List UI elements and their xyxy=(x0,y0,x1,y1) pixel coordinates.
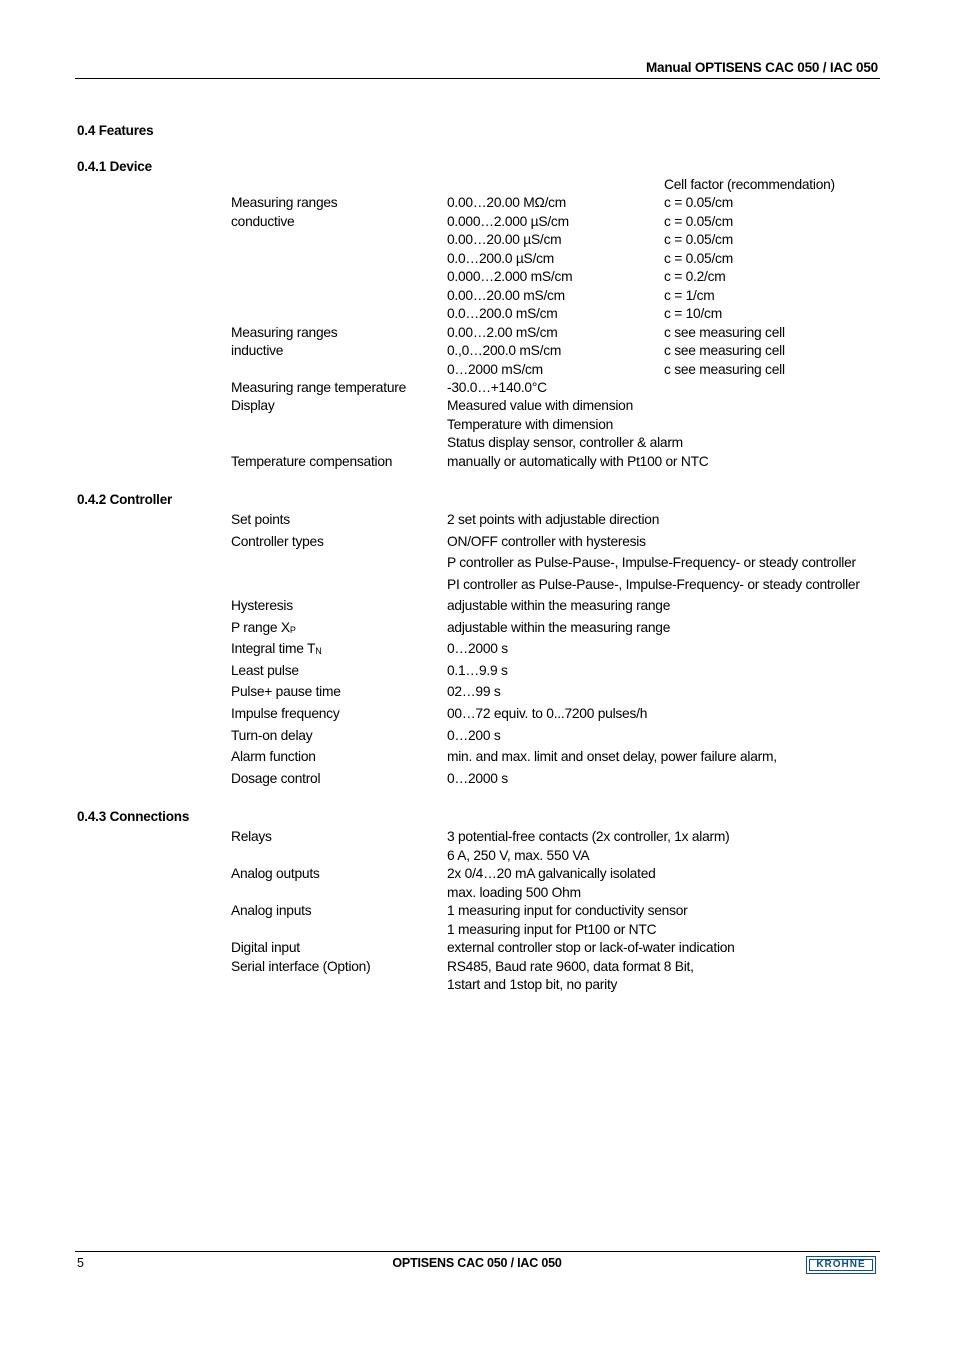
spec-value: 0…2000 s xyxy=(447,641,508,657)
spec-cell-factor: c = 1/cm xyxy=(664,287,715,303)
spec-value: Temperature with dimension xyxy=(447,416,614,432)
spec-value: 0.000…2.000 mS/cm xyxy=(447,269,573,285)
spec-value: Measured value with dimension xyxy=(447,398,634,414)
spec-value: min. and max. limit and onset delay, power failure alarm, xyxy=(447,749,777,765)
section-heading-device: 0.4.1 Device xyxy=(77,159,152,174)
spec-value: ON/OFF controller with hysteresis xyxy=(447,533,646,549)
spec-value: 0.00…2.00 mS/cm xyxy=(447,324,558,340)
spec-value: 0.0…200.0 µS/cm xyxy=(447,250,554,266)
header-divider xyxy=(75,78,880,79)
spec-value: 0.,0…200.0 mS/cm xyxy=(447,343,562,359)
spec-value: 0.1…9.9 s xyxy=(447,662,508,678)
footer-divider xyxy=(75,1251,880,1252)
spec-cell-factor: c = 10/cm xyxy=(664,306,722,322)
spec-value: manually or automatically with Pt100 or NTC xyxy=(447,453,709,469)
spec-label: Pulse+ pause time xyxy=(231,684,341,700)
section-heading-features: 0.4 Features xyxy=(77,123,154,138)
spec-label: inductive xyxy=(231,343,284,359)
spec-label: Analog inputs xyxy=(231,903,312,919)
spec-value: 0.00…20.00 µS/cm xyxy=(447,232,562,248)
spec-label: Set points xyxy=(231,512,290,527)
footer-title: OPTISENS CAC 050 / IAC 050 xyxy=(392,1256,562,1270)
spec-value: external controller stop or lack-of-water indication xyxy=(447,940,735,956)
spec-value: Status display sensor, controller & alarm xyxy=(447,435,683,451)
spec-cell-factor: c = 0.2/cm xyxy=(664,269,726,285)
spec-label: Analog outputs xyxy=(231,866,320,882)
spec-value: 1start and 1stop bit, no parity xyxy=(447,977,618,993)
spec-value: 2 set points with adjustable direction xyxy=(447,512,660,527)
spec-value: 0…2000 s xyxy=(447,770,508,786)
spec-value: -30.0…+140.0°C xyxy=(447,379,547,395)
spec-cell-factor: c = 0.05/cm xyxy=(664,213,733,229)
spec-label: Alarm function xyxy=(231,749,316,765)
spec-value: 1 measuring input for conductivity sensor xyxy=(447,903,688,919)
spec-value: adjustable within the measuring range xyxy=(447,619,671,635)
spec-label: Temperature compensation xyxy=(231,453,393,469)
section-heading-connections: 0.4.3 Connections xyxy=(77,809,190,824)
spec-value: 2x 0/4…20 mA galvanically isolated xyxy=(447,866,656,882)
spec-value: P controller as Pulse-Pause-, Impulse-Frequency- or steady controller xyxy=(447,555,856,571)
spec-label: Hysteresis xyxy=(231,598,293,614)
spec-label: Turn-on delay xyxy=(231,727,313,743)
spec-label: Least pulse xyxy=(231,662,299,678)
spec-cell-factor: Cell factor (recommendation) xyxy=(664,177,835,192)
spec-value: 00…72 equiv. to 0...7200 pulses/h xyxy=(447,705,648,721)
spec-value: 0.00…20.00 MΩ/cm xyxy=(447,195,567,211)
spec-value: 6 A, 250 V, max. 550 VA xyxy=(447,847,590,863)
spec-label: Display xyxy=(231,398,275,414)
spec-value: RS485, Baud rate 9600, data format 8 Bit, xyxy=(447,958,694,974)
spec-value: adjustable within the measuring range xyxy=(447,598,671,614)
spec-value: 02…99 s xyxy=(447,684,501,700)
header-title: Manual OPTISENS CAC 050 / IAC 050 xyxy=(646,60,878,75)
spec-label: Measuring range temperature xyxy=(231,379,407,395)
spec-cell-factor: c see measuring cell xyxy=(664,324,785,340)
spec-label-subscript: P xyxy=(289,624,296,635)
spec-value: max. loading 500 Ohm xyxy=(447,884,581,900)
spec-cell-factor: c = 0.05/cm xyxy=(664,232,733,248)
section-heading-controller: 0.4.2 Controller xyxy=(77,492,173,507)
spec-value: 0.000…2.000 µS/cm xyxy=(447,213,569,229)
spec-label: Integral time TN xyxy=(231,641,322,657)
spec-label: Digital input xyxy=(231,940,300,956)
krohne-logo-text: KROHNE xyxy=(809,1259,873,1271)
spec-label: Impulse frequency xyxy=(231,705,340,721)
spec-label: Measuring ranges xyxy=(231,324,338,340)
spec-label: Measuring ranges xyxy=(231,195,338,211)
spec-value: 0…200 s xyxy=(447,727,501,743)
spec-value: PI controller as Pulse-Pause-, Impulse-Frequency- or steady controller xyxy=(447,576,860,592)
spec-cell-factor: c = 0.05/cm xyxy=(664,250,733,266)
spec-value: 0.0…200.0 mS/cm xyxy=(447,306,558,322)
spec-cell-factor: c see measuring cell xyxy=(664,343,785,359)
spec-label: conductive xyxy=(231,213,295,229)
spec-value: 0…2000 mS/cm xyxy=(447,361,543,377)
spec-label: Dosage control xyxy=(231,770,321,786)
spec-value: 3 potential-free contacts (2x controller, 1x alarm) xyxy=(447,829,730,844)
spec-value: 0.00…20.00 mS/cm xyxy=(447,287,565,303)
spec-label: Controller types xyxy=(231,533,324,549)
spec-label: Serial interface (Option) xyxy=(231,958,371,974)
krohne-logo xyxy=(806,1256,876,1274)
page-number: 5 xyxy=(77,1256,84,1270)
spec-label: Relays xyxy=(231,829,272,844)
spec-cell-factor: c see measuring cell xyxy=(664,361,785,377)
spec-value: 1 measuring input for Pt100 or NTC xyxy=(447,921,657,937)
spec-label-subscript: N xyxy=(315,646,322,657)
spec-cell-factor: c = 0.05/cm xyxy=(664,195,733,211)
spec-label: P range XP xyxy=(231,619,296,635)
